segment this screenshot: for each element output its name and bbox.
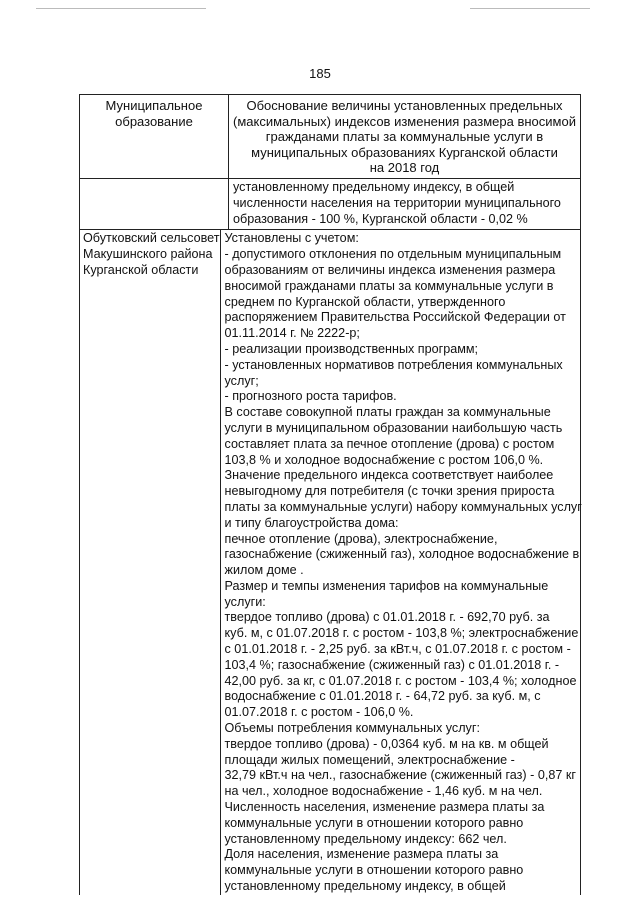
justification-line: - допустимого отклонения по отдельным муниципальным [224, 247, 562, 262]
justification-line: коммунальные услуги в отношении которого равно [224, 815, 524, 830]
header-justification [229, 95, 580, 178]
continuation-line: установленному предельному индексу, в общей [233, 179, 515, 194]
justification-line: Численность населения, изменение размера платы за [224, 800, 545, 815]
justification-line: 103,4 %; газоснабжение (сжиженный газ) с 01.01.2018 г. - [224, 657, 560, 672]
justification-line: Значение предельного индекса соответствует наиболее [224, 468, 554, 483]
justification-line: 01.07.2018 г. с ростом - 106,0 %. [224, 705, 414, 720]
justification-line: печное отопление (дрова), электроснабжение, [224, 531, 498, 546]
justification-line: установленному предельному индексу, в общей [224, 879, 506, 894]
justification-line: с 01.01.2018 г. - 2,25 руб. за кВт.ч, с 01.07.2018 г. с ростом - [224, 642, 571, 657]
justification-table [79, 94, 581, 895]
justification-line: среднем по Курганской области, утвержденного [224, 294, 506, 309]
justification-line: газоснабжение (сжиженный газ), холодное водоснабжение в [224, 547, 580, 562]
justification-line: куб. м, с 01.07.2018 г. с ростом - 103,8 %; электроснабжение [224, 626, 579, 641]
justification-line: Объемы потребления коммунальных услуг: [224, 721, 480, 736]
justification-line: невыгодному для потребителя (с точки зрения прироста [224, 484, 555, 499]
justification-line: - установленных нормативов потребления коммунальных [224, 357, 563, 372]
header-col1-line: образование [115, 113, 193, 129]
justification-line: 42,00 руб. за кг, с 01.07.2018 г. с ростом - 103,4 %; холодное [224, 673, 577, 688]
justification-line: и типу благоустройства дома: [224, 515, 399, 530]
continuation-line: численности населения на территории муниципального [233, 195, 561, 210]
justification-line: 103,8 % и холодное водоснабжение с ростом 106,0 %. [224, 452, 544, 467]
table-row-continuation [79, 179, 581, 230]
justification-line: жилом доме . [224, 563, 304, 578]
table-header-row [79, 94, 581, 179]
municipality-line: Макушинского района [83, 247, 213, 262]
header-col2-line: Обоснование величины установленных предельных [246, 98, 563, 113]
justification-line: твердое топливо (дрова) с 01.01.2018 г. - 692,70 руб. за [224, 610, 550, 625]
justification-line: твердое топливо (дрова) - 0,0364 куб. м на кв. м общей [224, 736, 549, 751]
justification-line: В составе совокупной платы граждан за коммунальные [224, 405, 551, 420]
header-municipality [80, 95, 229, 178]
justification-line: платы за коммунальные услуги) набору коммунальных услуг [224, 499, 582, 514]
justification-line: вносимой гражданами платы за коммунальные услуги в [224, 278, 554, 293]
municipality-line: Обутковский сельсовет [83, 231, 220, 246]
justification-line: Доля населения, изменение размера платы за [224, 847, 499, 862]
justification-line: Размер и темпы изменения тарифов на коммунальные [224, 578, 549, 593]
header-col2-line: (максимальных) индексов изменения размера вносимой [233, 113, 576, 129]
justification-line: - прогнозного роста тарифов. [224, 389, 397, 404]
header-col2-line: гражданами платы за коммунальные услуги в [265, 129, 544, 145]
justification-line: 32,79 кВт.ч на чел., газоснабжение (сжиженный газ) - 0,87 кг [224, 768, 576, 783]
justification-line: водоснабжение с 01.01.2018 г. - 64,72 руб. за куб. м, с [224, 689, 541, 704]
justification-line: распоряжением Правительства Российской Федерации от [224, 310, 566, 325]
justification-line: 01.11.2014 г. № 2222-р; [224, 326, 360, 341]
justification-line: услуг; [224, 373, 259, 388]
header-col2-line: муниципальных образованиях Курганской области [251, 144, 558, 160]
municipality-line: Курганской области [83, 262, 199, 277]
scan-artifact-left [36, 8, 206, 9]
justification-cell [221, 230, 582, 894]
page-number: 185 [309, 66, 331, 81]
table-row-obutkovsky [79, 230, 581, 894]
continuation-municipality-cell [80, 179, 229, 229]
municipality-cell [80, 230, 221, 894]
justification-line: на чел., холодное водоснабжение - 1,46 куб. м на чел. [224, 784, 543, 799]
scan-artifact-right [470, 8, 590, 9]
header-col2-line: на 2018 год [369, 160, 440, 176]
justification-line: - реализации производственных программ; [224, 341, 479, 356]
justification-line: установленному предельному индексу: 662 чел. [224, 831, 507, 846]
justification-line: составляет плата за печное отопление (дрова) с ростом [224, 436, 555, 451]
continuation-line: образования - 100 %, Курганской области - 0,02 % [233, 211, 528, 226]
justification-line: площади жилых помещений, электроснабжение - [224, 752, 515, 767]
justification-line: услуги в муниципальном образовании наибольшую часть [224, 420, 563, 435]
justification-line: образованиям от величины индекса изменения размера [224, 262, 556, 277]
continuation-text-cell [229, 179, 580, 229]
header-col1-line: Муниципальное [105, 98, 203, 113]
justification-line: коммунальные услуги в отношении которого равно [224, 863, 524, 878]
justification-line: Установлены с учетом: [224, 231, 359, 246]
justification-line: услуги: [224, 594, 266, 609]
